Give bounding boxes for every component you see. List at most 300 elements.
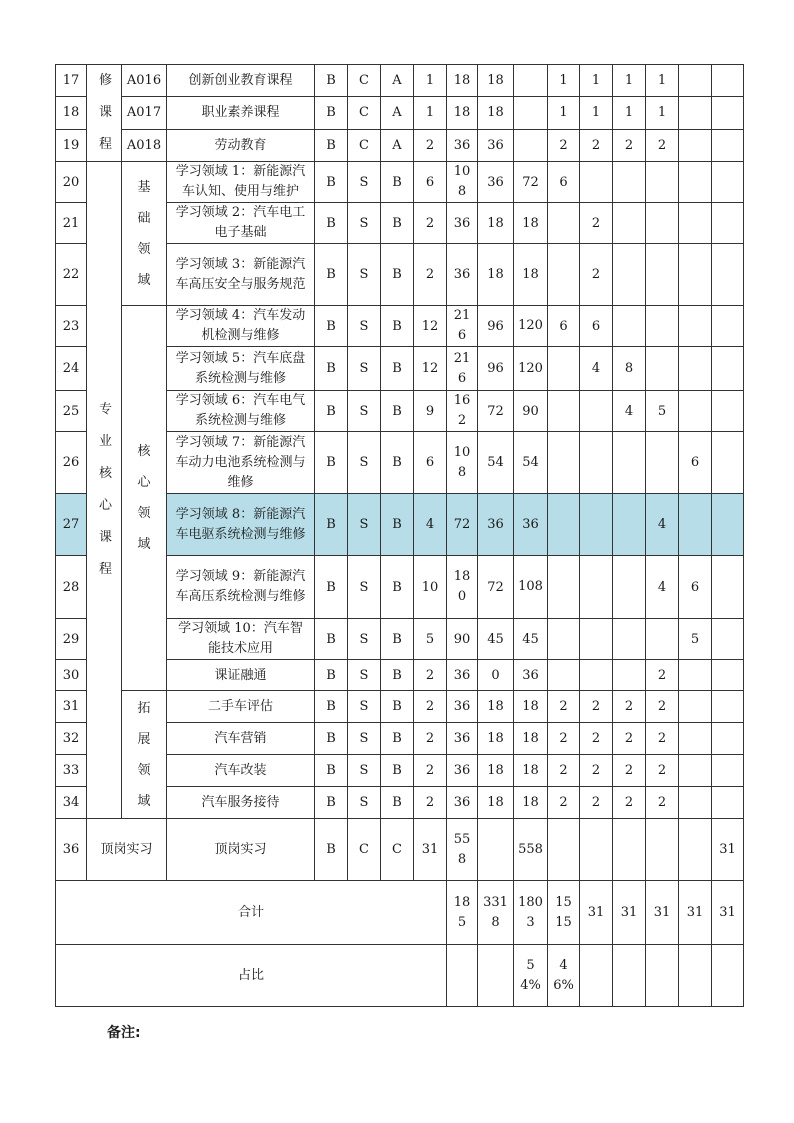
- course-name: 学习领域 4：汽车发动机检测与维修: [167, 306, 315, 347]
- cell-theory: 36: [478, 162, 514, 203]
- cell-theory: 18: [478, 244, 514, 306]
- cell-practice: 18: [514, 203, 548, 244]
- cell-hours: 72: [447, 494, 478, 556]
- domain-cell: 拓展领域: [122, 691, 167, 819]
- cell-c3: B: [381, 203, 414, 244]
- cell-s2: [580, 619, 613, 660]
- row-number: 18: [56, 97, 87, 129]
- group-cell: 修课程: [87, 65, 122, 162]
- course-name: 学习领域 3：新能源汽车高压安全与服务规范: [167, 244, 315, 306]
- cell-c3: B: [381, 432, 414, 494]
- cell-s5: [679, 162, 712, 203]
- cell-c3: B: [381, 244, 414, 306]
- total-credit: 185: [447, 881, 478, 945]
- total-s5: 31: [712, 881, 744, 945]
- table-row: [56, 691, 744, 723]
- cell-s2: [580, 391, 613, 432]
- cell-s1: 2: [548, 755, 580, 787]
- cell-s6: [712, 203, 744, 244]
- cell-practice: 36: [514, 660, 548, 691]
- cell-s5: [679, 65, 712, 97]
- cell-s5: [679, 723, 712, 755]
- cell-hours: 36: [447, 244, 478, 306]
- cell-s1: [548, 494, 580, 556]
- cell-hours: 216: [447, 306, 478, 347]
- cell-hours: 108: [447, 432, 478, 494]
- cell-s1: [548, 432, 580, 494]
- cell-s6: [712, 244, 744, 306]
- course-name: 劳动教育: [167, 129, 315, 161]
- cell-s5: [679, 129, 712, 161]
- cell-c2: S: [348, 244, 381, 306]
- cell-s2: [580, 819, 613, 881]
- cell-s2: 1: [580, 65, 613, 97]
- cell-s3: [613, 306, 646, 347]
- cell-c2: S: [348, 494, 381, 556]
- cell-credit: 2: [414, 129, 447, 161]
- cell-theory: 18: [478, 691, 514, 723]
- cell-s3: [613, 162, 646, 203]
- cell-theory: 96: [478, 347, 514, 391]
- cell-s5: [679, 660, 712, 691]
- cell-s2: [580, 162, 613, 203]
- cell-s6: [712, 129, 744, 161]
- cell-s1: 2: [548, 691, 580, 723]
- cell-c3: B: [381, 162, 414, 203]
- cell-hours: 180: [447, 556, 478, 619]
- cell-c2: S: [348, 755, 381, 787]
- cell-s5: [679, 306, 712, 347]
- row-number: 19: [56, 129, 87, 161]
- cell-c2: C: [348, 65, 381, 97]
- cell-s4: [646, 619, 679, 660]
- cell-s4: [646, 432, 679, 494]
- cell-credit: 1: [414, 97, 447, 129]
- cell-c2: S: [348, 691, 381, 723]
- cell-hours: 18: [447, 65, 478, 97]
- cell-credit: 2: [414, 203, 447, 244]
- total-row: [56, 881, 744, 945]
- course-name: 学习领域 1：新能源汽车认知、使用与维护: [167, 162, 315, 203]
- cell-s6: 31: [712, 819, 744, 881]
- row-number: 28: [56, 556, 87, 619]
- cell-s2: 2: [580, 787, 613, 819]
- cell-s6: [712, 660, 744, 691]
- cell-credit: 2: [414, 244, 447, 306]
- cell-s2: 1: [580, 97, 613, 129]
- cell-s4: 2: [646, 660, 679, 691]
- cell-c2: C: [348, 819, 381, 881]
- cell-practice: 54: [514, 432, 548, 494]
- cell-s3: [613, 660, 646, 691]
- total-hours: 3318: [478, 881, 514, 945]
- cell-s4: 2: [646, 129, 679, 161]
- cell-theory: 96: [478, 306, 514, 347]
- cell-s2: [580, 432, 613, 494]
- cell-c1: B: [315, 432, 348, 494]
- group-cell: 专业核心课程: [87, 162, 122, 819]
- cell-s2: 2: [580, 755, 613, 787]
- cell-s1: 1: [548, 65, 580, 97]
- cell-c1: B: [315, 162, 348, 203]
- cell-s2: 6: [580, 306, 613, 347]
- cell-practice: 36: [514, 494, 548, 556]
- cell-c2: S: [348, 391, 381, 432]
- course-name: 创新创业教育课程: [167, 65, 315, 97]
- cell-s3: 2: [613, 691, 646, 723]
- cell-credit: 4: [414, 494, 447, 556]
- cell-s3: [613, 556, 646, 619]
- cell-s4: 2: [646, 691, 679, 723]
- cell-c2: S: [348, 787, 381, 819]
- cell-s4: 1: [646, 65, 679, 97]
- cell-s3: 4: [613, 391, 646, 432]
- cell-c3: B: [381, 556, 414, 619]
- row-number: 25: [56, 391, 87, 432]
- cell-s5: [679, 494, 712, 556]
- cell-credit: 5: [414, 619, 447, 660]
- cell-c2: S: [348, 203, 381, 244]
- cell-s1: [548, 203, 580, 244]
- cell-credit: 2: [414, 787, 447, 819]
- cell-s2: 2: [580, 244, 613, 306]
- row-number: 32: [56, 723, 87, 755]
- cell-s4: [646, 162, 679, 203]
- cell-credit: 6: [414, 162, 447, 203]
- cell-s1: 2: [548, 129, 580, 161]
- total-label: 合计: [56, 881, 447, 945]
- row-number: 17: [56, 65, 87, 97]
- cell-s3: [613, 432, 646, 494]
- cell-practice: 18: [514, 787, 548, 819]
- cell-s3: [613, 494, 646, 556]
- cell-c3: B: [381, 660, 414, 691]
- cell-s6: [712, 494, 744, 556]
- cell-hours: 36: [447, 755, 478, 787]
- table-row: [56, 129, 744, 161]
- cell-s4: 1: [646, 97, 679, 129]
- cell-c3: B: [381, 691, 414, 723]
- cell-s5: 6: [679, 432, 712, 494]
- cell-credit: 12: [414, 347, 447, 391]
- cell-s1: 1: [548, 97, 580, 129]
- cell-credit: 9: [414, 391, 447, 432]
- total-s4: 31: [679, 881, 712, 945]
- cell-s2: 2: [580, 723, 613, 755]
- cell-hours: 36: [447, 660, 478, 691]
- cell-credit: 2: [414, 691, 447, 723]
- cell-s1: [548, 556, 580, 619]
- cell-credit: 1: [414, 65, 447, 97]
- cell-s4: 2: [646, 787, 679, 819]
- cell-credit: 2: [414, 660, 447, 691]
- course-name: 学习领域 10：汽车智能技术应用: [167, 619, 315, 660]
- course-name: 顶岗实习: [167, 819, 315, 881]
- cell-s3: 2: [613, 787, 646, 819]
- cell-practice: 120: [514, 306, 548, 347]
- ratio-s5: [712, 945, 744, 1007]
- cell-s1: [548, 347, 580, 391]
- table-row: [56, 306, 744, 347]
- ratio-s2: [613, 945, 646, 1007]
- cell-c3: A: [381, 97, 414, 129]
- cell-c2: S: [348, 660, 381, 691]
- cell-s2: [580, 556, 613, 619]
- cell-theory: 36: [478, 129, 514, 161]
- cell-c3: B: [381, 391, 414, 432]
- total-s1: 31: [580, 881, 613, 945]
- cell-theory: 18: [478, 787, 514, 819]
- table-row: [56, 819, 744, 881]
- cell-s6: [712, 755, 744, 787]
- total-s3: 31: [646, 881, 679, 945]
- cell-practice: 18: [514, 723, 548, 755]
- cell-c1: B: [315, 619, 348, 660]
- course-name: 汽车改装: [167, 755, 315, 787]
- cell-s4: [646, 347, 679, 391]
- cell-credit: 31: [414, 819, 447, 881]
- cell-hours: 108: [447, 162, 478, 203]
- cell-practice: 18: [514, 755, 548, 787]
- cell-s1: 2: [548, 723, 580, 755]
- row-number: 26: [56, 432, 87, 494]
- cell-s4: 5: [646, 391, 679, 432]
- table-row: [56, 65, 744, 97]
- cell-hours: 36: [447, 723, 478, 755]
- total-s2: 31: [613, 881, 646, 945]
- cell-c3: B: [381, 347, 414, 391]
- cell-hours: 162: [447, 391, 478, 432]
- domain-cell: 核心领域: [122, 306, 167, 691]
- course-name: 学习领域 9：新能源汽车高压系统检测与维修: [167, 556, 315, 619]
- cell-s4: 4: [646, 556, 679, 619]
- row-number: 22: [56, 244, 87, 306]
- cell-s6: [712, 347, 744, 391]
- cell-practice: 120: [514, 347, 548, 391]
- ratio-credit: [447, 945, 478, 1007]
- cell-s5: [679, 755, 712, 787]
- row-number: 21: [56, 203, 87, 244]
- cell-s3: [613, 203, 646, 244]
- ratio-s1: [580, 945, 613, 1007]
- cell-s4: 2: [646, 723, 679, 755]
- cell-theory: 18: [478, 97, 514, 129]
- cell-hours: 558: [447, 819, 478, 881]
- table-row: [56, 97, 744, 129]
- cell-c2: S: [348, 347, 381, 391]
- cell-c3: B: [381, 723, 414, 755]
- ratio-label: 占比: [56, 945, 447, 1007]
- cell-theory: 18: [478, 755, 514, 787]
- cell-theory: 72: [478, 391, 514, 432]
- ratio-row: [56, 945, 744, 1007]
- cell-s5: [679, 203, 712, 244]
- cell-hours: 36: [447, 203, 478, 244]
- cell-hours: 36: [447, 787, 478, 819]
- course-name: 二手车评估: [167, 691, 315, 723]
- cell-theory: 18: [478, 723, 514, 755]
- cell-s5: [679, 819, 712, 881]
- cell-practice: [514, 129, 548, 161]
- cell-c1: B: [315, 203, 348, 244]
- cell-c3: B: [381, 619, 414, 660]
- row-number: 23: [56, 306, 87, 347]
- cell-s5: [679, 97, 712, 129]
- cell-s3: 1: [613, 65, 646, 97]
- course-code: A016: [122, 65, 167, 97]
- cell-practice: 72: [514, 162, 548, 203]
- course-name: 汽车营销: [167, 723, 315, 755]
- cell-s4: [646, 306, 679, 347]
- cell-s1: [548, 660, 580, 691]
- cell-c1: B: [315, 494, 348, 556]
- cell-s3: 2: [613, 129, 646, 161]
- total-theory: 1803: [514, 881, 548, 945]
- cell-hours: 36: [447, 691, 478, 723]
- cell-s4: 4: [646, 494, 679, 556]
- cell-practice: 18: [514, 244, 548, 306]
- cell-s2: 2: [580, 203, 613, 244]
- cell-practice: 108: [514, 556, 548, 619]
- ratio-hours: [478, 945, 514, 1007]
- cell-c1: B: [315, 306, 348, 347]
- cell-credit: 2: [414, 755, 447, 787]
- cell-s3: [613, 819, 646, 881]
- cell-s1: [548, 244, 580, 306]
- cell-c3: B: [381, 755, 414, 787]
- cell-credit: 10: [414, 556, 447, 619]
- course-name: 学习领域 7：新能源汽车动力电池系统检测与维修: [167, 432, 315, 494]
- cell-s5: 6: [679, 556, 712, 619]
- cell-c1: B: [315, 65, 348, 97]
- cell-theory: 36: [478, 494, 514, 556]
- cell-c1: B: [315, 787, 348, 819]
- total-practice: 1515: [548, 881, 580, 945]
- course-name: 学习领域 2：汽车电工电子基础: [167, 203, 315, 244]
- cell-c1: B: [315, 129, 348, 161]
- cell-s2: [580, 494, 613, 556]
- cell-s5: [679, 244, 712, 306]
- cell-theory: 45: [478, 619, 514, 660]
- cell-c1: B: [315, 819, 348, 881]
- cell-s6: [712, 391, 744, 432]
- cell-practice: 18: [514, 691, 548, 723]
- cell-c2: S: [348, 306, 381, 347]
- cell-s3: 8: [613, 347, 646, 391]
- cell-c1: B: [315, 347, 348, 391]
- cell-c2: S: [348, 162, 381, 203]
- cell-s5: [679, 787, 712, 819]
- cell-c2: C: [348, 97, 381, 129]
- ratio-s3: [646, 945, 679, 1007]
- cell-practice: 558: [514, 819, 548, 881]
- cell-theory: 18: [478, 65, 514, 97]
- cell-s5: 5: [679, 619, 712, 660]
- cell-c1: B: [315, 755, 348, 787]
- row-number: 30: [56, 660, 87, 691]
- course-name: 学习领域 6：汽车电气系统检测与维修: [167, 391, 315, 432]
- cell-hours: 90: [447, 619, 478, 660]
- course-name: 汽车服务接待: [167, 787, 315, 819]
- cell-s1: [548, 391, 580, 432]
- cell-credit: 12: [414, 306, 447, 347]
- cell-c3: C: [381, 819, 414, 881]
- curriculum-table: [55, 64, 744, 1007]
- cell-c1: B: [315, 660, 348, 691]
- domain-cell: 基础领域: [122, 162, 167, 306]
- cell-s5: [679, 691, 712, 723]
- cell-s5: [679, 347, 712, 391]
- cell-theory: 72: [478, 556, 514, 619]
- cell-s2: 4: [580, 347, 613, 391]
- cell-s2: [580, 660, 613, 691]
- cell-s1: [548, 619, 580, 660]
- cell-c3: B: [381, 306, 414, 347]
- cell-s6: [712, 432, 744, 494]
- cell-s6: [712, 97, 744, 129]
- cell-s6: [712, 306, 744, 347]
- row-number: 36: [56, 819, 87, 881]
- cell-c2: S: [348, 723, 381, 755]
- cell-s3: 1: [613, 97, 646, 129]
- cell-s1: [548, 819, 580, 881]
- row-number: 34: [56, 787, 87, 819]
- cell-practice: 45: [514, 619, 548, 660]
- cell-s6: [712, 723, 744, 755]
- cell-c1: B: [315, 244, 348, 306]
- cell-c1: B: [315, 723, 348, 755]
- cell-s6: [712, 787, 744, 819]
- cell-s6: [712, 619, 744, 660]
- cell-s1: 6: [548, 162, 580, 203]
- cell-s6: [712, 691, 744, 723]
- cell-s6: [712, 556, 744, 619]
- cell-hours: 18: [447, 97, 478, 129]
- cell-s4: [646, 819, 679, 881]
- course-name: 课证融通: [167, 660, 315, 691]
- cell-c1: B: [315, 391, 348, 432]
- row-number: 29: [56, 619, 87, 660]
- cell-s6: [712, 162, 744, 203]
- cell-s4: [646, 203, 679, 244]
- cell-practice: 90: [514, 391, 548, 432]
- cell-c1: B: [315, 97, 348, 129]
- cell-s3: 2: [613, 723, 646, 755]
- cell-s1: 6: [548, 306, 580, 347]
- cell-c3: B: [381, 787, 414, 819]
- cell-hours: 36: [447, 129, 478, 161]
- row-number: 27: [56, 494, 87, 556]
- cell-s6: [712, 65, 744, 97]
- course-name: 职业素养课程: [167, 97, 315, 129]
- remark-label: 备注:: [107, 1025, 141, 1041]
- cell-c3: A: [381, 129, 414, 161]
- cell-c2: S: [348, 556, 381, 619]
- group-cell: 顶岗实习: [87, 819, 167, 881]
- cell-c2: C: [348, 129, 381, 161]
- course-code: A018: [122, 129, 167, 161]
- cell-credit: 2: [414, 723, 447, 755]
- cell-s3: [613, 619, 646, 660]
- row-number: 33: [56, 755, 87, 787]
- table-row: [56, 162, 744, 203]
- cell-c3: B: [381, 494, 414, 556]
- row-number: 20: [56, 162, 87, 203]
- cell-s1: 2: [548, 787, 580, 819]
- cell-c2: S: [348, 619, 381, 660]
- cell-theory: [478, 819, 514, 881]
- row-number: 31: [56, 691, 87, 723]
